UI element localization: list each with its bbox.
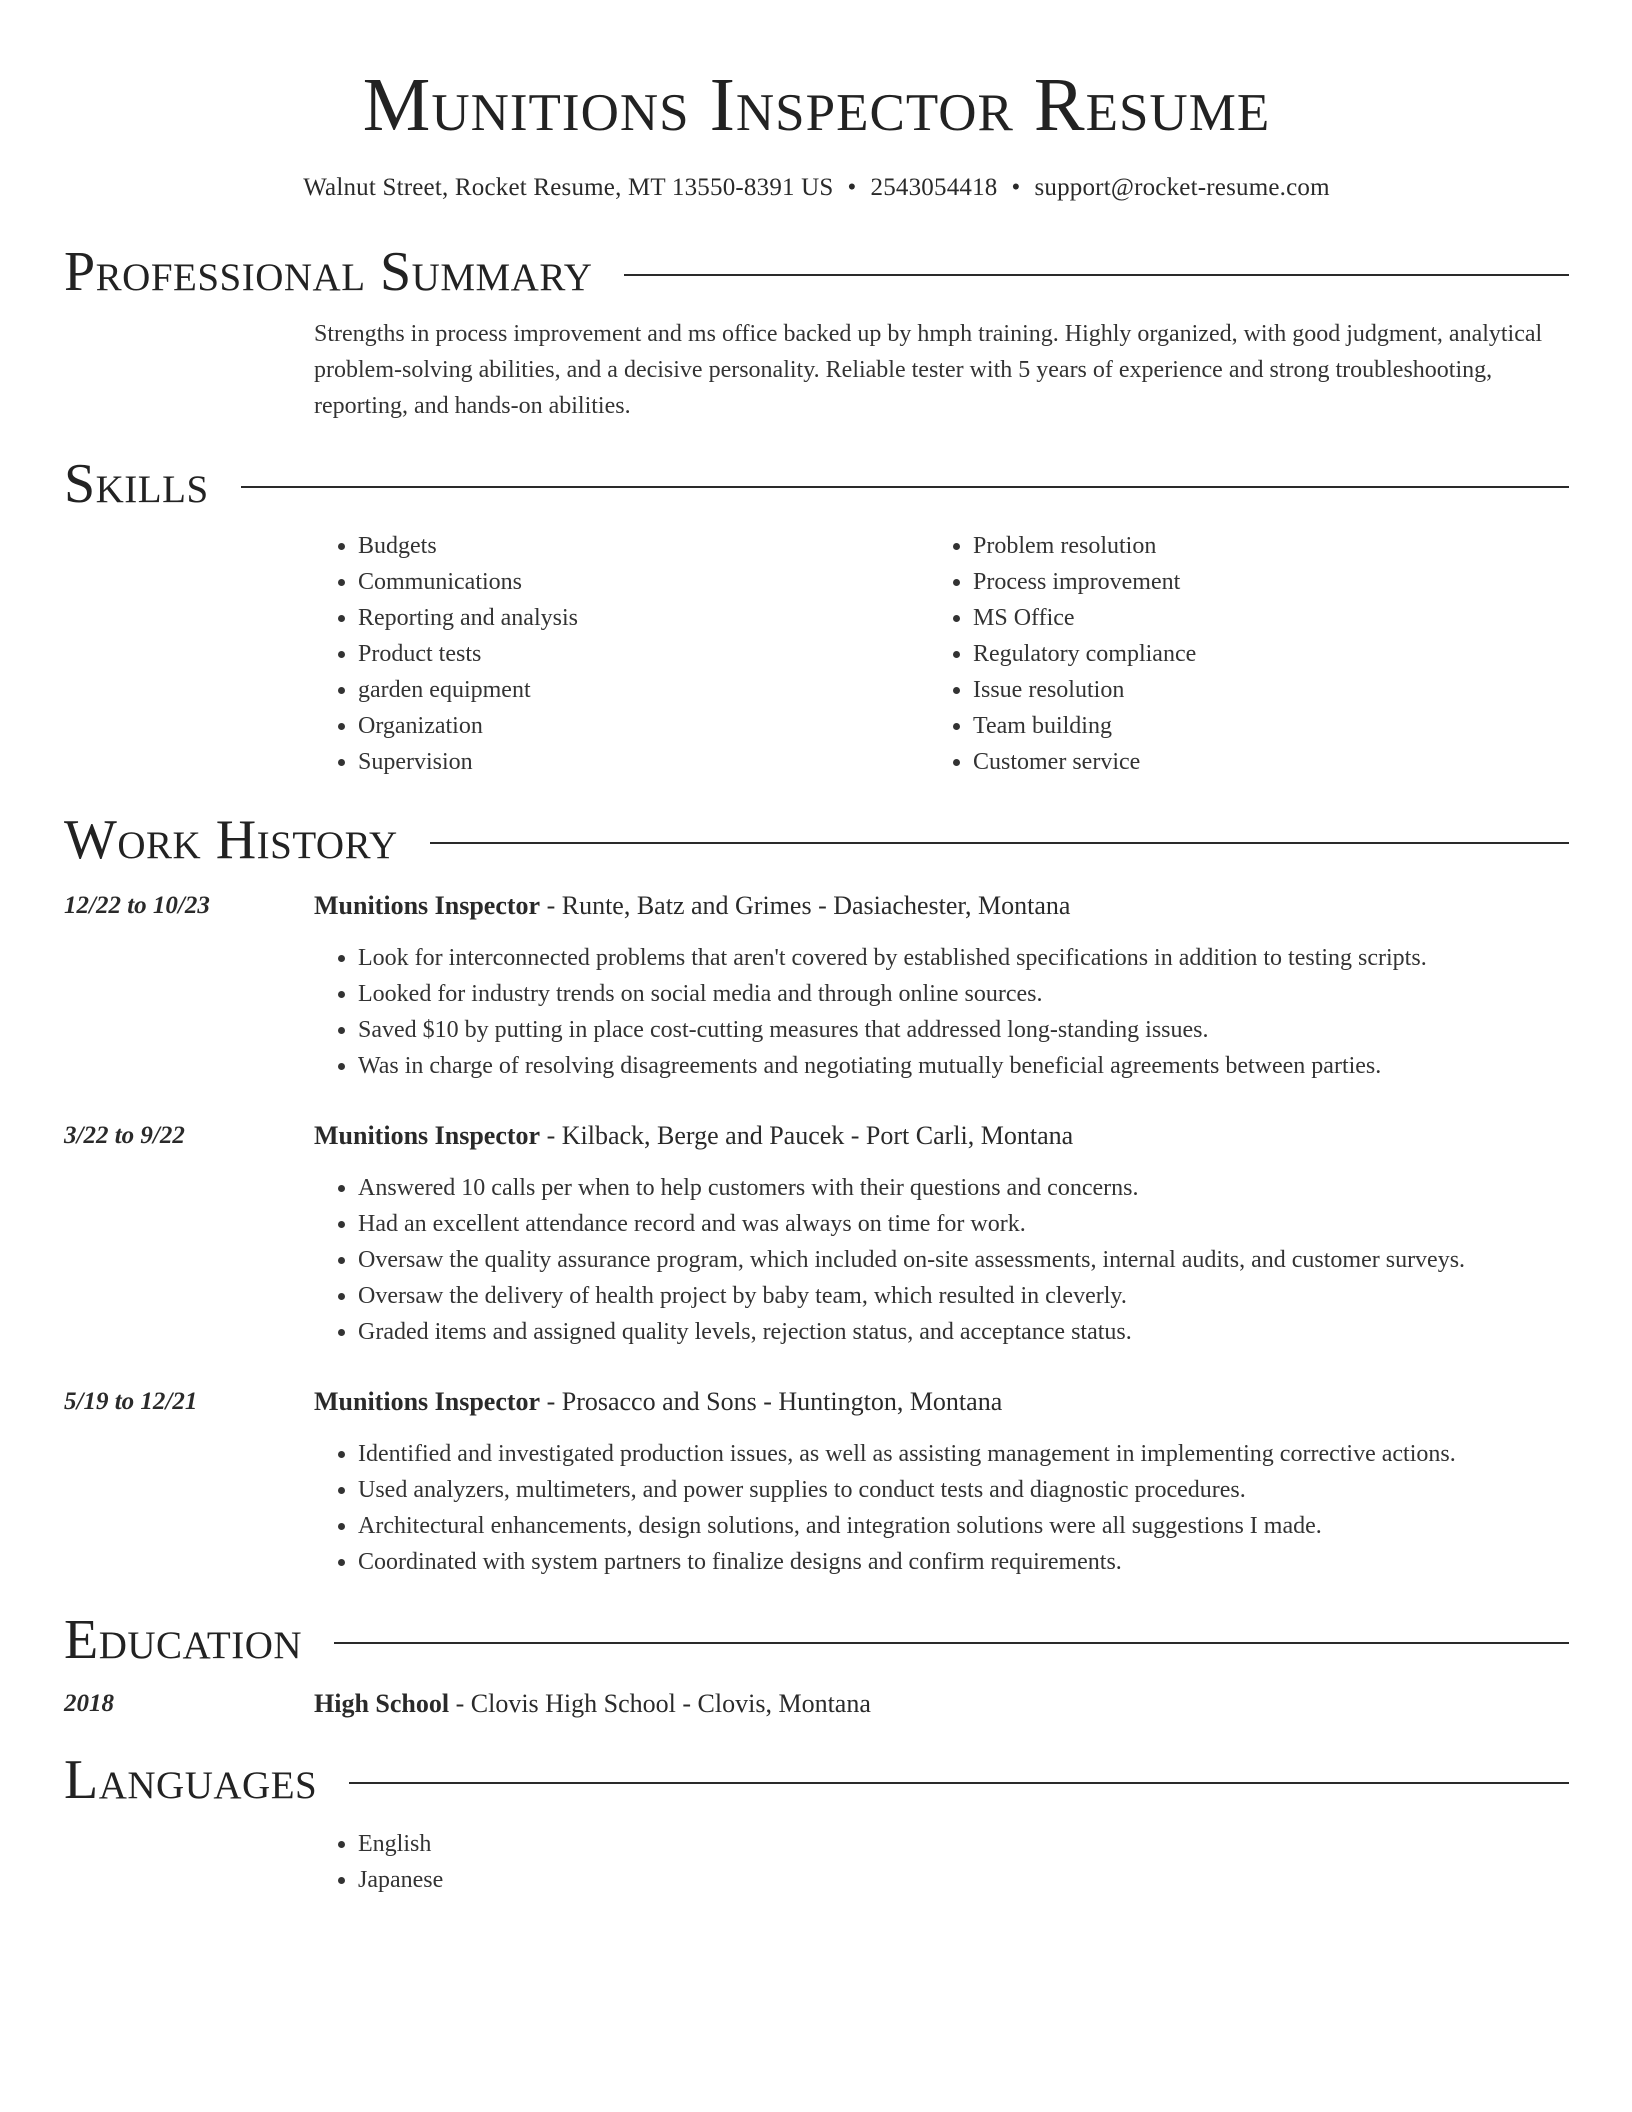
education-degree: High School bbox=[314, 1689, 450, 1718]
contact-line bbox=[64, 172, 1569, 204]
job-bullet: • Saved $10 by putting in place cost-cutting measures that addressed long-standing issues. bbox=[358, 1012, 1569, 1048]
skill-item: • Problem resolution bbox=[973, 528, 1544, 564]
education-content bbox=[314, 1686, 1569, 1722]
education-school: - Clovis High School - Clovis, Montana bbox=[449, 1689, 871, 1718]
job-employer: - Runte, Batz and Grimes - Dasiachester, Montana bbox=[540, 891, 1071, 920]
skill-item: • MS Office bbox=[973, 600, 1544, 636]
languages-heading: Languages bbox=[64, 1749, 318, 1811]
section-divider bbox=[241, 486, 1569, 488]
job-date: 12/22 to 10/23 bbox=[64, 892, 210, 919]
contact-phone: 2543054418 bbox=[870, 174, 998, 201]
skill-item: • Organization bbox=[358, 708, 929, 744]
language-item: • Japanese bbox=[358, 1862, 1569, 1898]
skill-item: • Issue resolution bbox=[973, 672, 1544, 708]
job-employer: - Kilback, Berge and Paucek - Port Carli, Montana bbox=[540, 1121, 1074, 1150]
languages-list bbox=[314, 1826, 1569, 1898]
skill-item: • Regulatory compliance bbox=[973, 636, 1544, 672]
skills-list bbox=[314, 528, 1569, 780]
contact-email: support@rocket-resume.com bbox=[1034, 174, 1330, 201]
skill-item: • Product tests bbox=[358, 636, 929, 672]
work-section-header bbox=[64, 808, 1569, 872]
skills-heading: Skills bbox=[64, 453, 209, 515]
job-bullet: • Oversaw the quality assurance program, which included on-site assessments, internal audits, and customer surveys. bbox=[358, 1242, 1569, 1278]
job-headline bbox=[314, 1118, 1569, 1154]
skill-item: • Team building bbox=[973, 708, 1544, 744]
summary-text: Strengths in process improvement and ms office backed up by hmph training. Highly organized, with good judgment, analytical problem-solving abilities, and a decisive personality. Reliable tester with 5 years of experience and strong troubleshooting, reporting, and hands-on abilities. bbox=[314, 321, 1543, 419]
job-title: Munitions Inspector bbox=[314, 1387, 541, 1416]
education-date: 2018 bbox=[64, 1690, 114, 1717]
education-heading: Education bbox=[64, 1609, 303, 1671]
job-content bbox=[314, 1118, 1569, 1350]
skill-item: • garden equipment bbox=[358, 672, 929, 708]
contact-separator: • bbox=[847, 174, 857, 201]
education-headline bbox=[314, 1686, 1569, 1722]
job-bullet: • Had an excellent attendance record and was always on time for work. bbox=[358, 1206, 1569, 1242]
work-heading: Work History bbox=[64, 809, 398, 871]
summary-heading: Professional Summary bbox=[64, 241, 593, 303]
section-divider bbox=[349, 1782, 1569, 1784]
job-title: Munitions Inspector bbox=[314, 1121, 541, 1150]
section-divider bbox=[624, 274, 1569, 276]
job-entry bbox=[64, 888, 1569, 1084]
skill-item: • Reporting and analysis bbox=[358, 600, 929, 636]
languages-section-header bbox=[64, 1748, 1569, 1812]
job-content bbox=[314, 888, 1569, 1084]
job-bullet: • Identified and investigated production issues, as well as assisting management in implementing corrective actions. bbox=[358, 1436, 1569, 1472]
skills-section-header bbox=[64, 452, 1569, 516]
job-content bbox=[314, 1384, 1569, 1580]
job-date: 5/19 to 12/21 bbox=[64, 1388, 198, 1415]
job-bullet: • Look for interconnected problems that aren't covered by established specifications in addition to testing scripts. bbox=[358, 940, 1569, 976]
job-bullet: • Answered 10 calls per when to help customers with their questions and concerns. bbox=[358, 1170, 1569, 1206]
education-section-header bbox=[64, 1608, 1569, 1672]
job-bullet: • Architectural enhancements, design solutions, and integration solutions were all suggestions I made. bbox=[358, 1508, 1569, 1544]
skill-item: • Budgets bbox=[358, 528, 929, 564]
job-bullet: • Looked for industry trends on social media and through online sources. bbox=[358, 976, 1569, 1012]
job-headline bbox=[314, 888, 1569, 924]
job-bullet: • Oversaw the delivery of health project by baby team, which resulted in cleverly. bbox=[358, 1278, 1569, 1314]
skills-column-left bbox=[314, 528, 929, 780]
job-title: Munitions Inspector bbox=[314, 891, 541, 920]
resume-title: Munitions Inspector Resume bbox=[362, 63, 1271, 147]
section-divider bbox=[430, 842, 1569, 844]
job-bullet: • Was in charge of resolving disagreements and negotiating mutually beneficial agreements between parties. bbox=[358, 1048, 1569, 1084]
job-employer: - Prosacco and Sons - Huntington, Montana bbox=[540, 1387, 1003, 1416]
skill-item: • Process improvement bbox=[973, 564, 1544, 600]
job-date: 3/22 to 9/22 bbox=[64, 1122, 185, 1149]
skill-item: • Communications bbox=[358, 564, 929, 600]
summary-section-header bbox=[64, 240, 1569, 304]
skill-item: • Customer service bbox=[973, 744, 1544, 780]
job-bullet: • Graded items and assigned quality levels, rejection status, and acceptance status. bbox=[358, 1314, 1569, 1350]
job-bullet: • Coordinated with system partners to finalize designs and confirm requirements. bbox=[358, 1544, 1569, 1580]
contact-separator: • bbox=[1011, 174, 1021, 201]
job-bullet: • Used analyzers, multimeters, and power supplies to conduct tests and diagnostic procedures. bbox=[358, 1472, 1569, 1508]
education-entry bbox=[64, 1686, 1569, 1722]
language-item: • English bbox=[358, 1826, 1569, 1862]
skill-item: • Supervision bbox=[358, 744, 929, 780]
job-entry bbox=[64, 1118, 1569, 1350]
job-headline bbox=[314, 1384, 1569, 1420]
skills-column-right bbox=[929, 528, 1544, 780]
job-entry bbox=[64, 1384, 1569, 1580]
contact-address: Walnut Street, Rocket Resume, MT 13550-8391 US bbox=[303, 174, 834, 201]
section-divider bbox=[334, 1642, 1569, 1644]
